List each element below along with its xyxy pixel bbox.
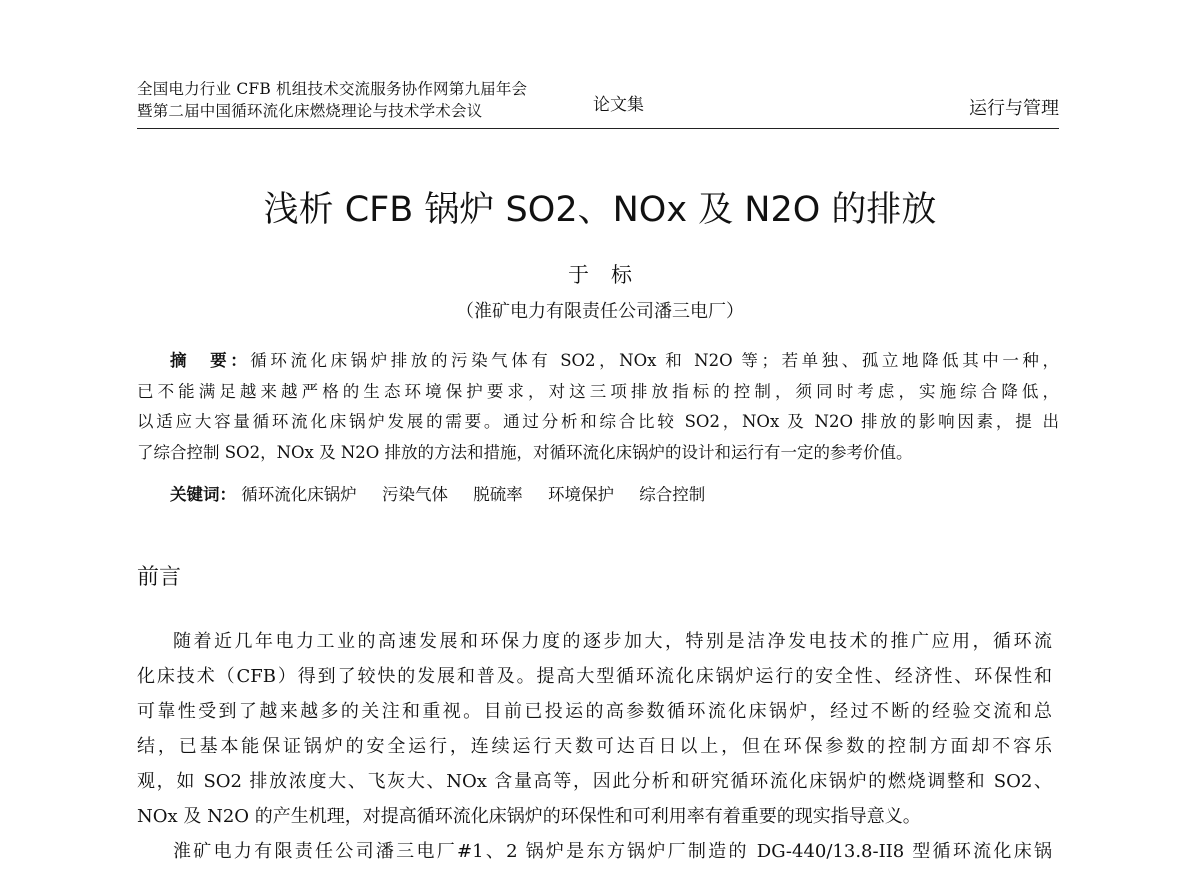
abstract-line: 已不能满足越来越严格的生态环境保护要求，对这三项排放指标的控制，须同时考虑，实施综合降低， [137, 381, 1059, 401]
keyword: 污染气体 [382, 485, 448, 504]
body-text [137, 624, 1052, 869]
keyword: 循环流化床锅炉 [241, 485, 357, 504]
conference-line-2: 暨第二届中国循环流化床燃烧理论与技术学术会议 [137, 102, 483, 120]
abstract-line: 了综合控制 SO2，NOx 及 N2O 排放的方法和措施，对循环流化床锅炉的设计和运行有一定的参考价值。 [137, 442, 913, 462]
abstract-label: 摘 要： [170, 351, 251, 370]
keyword: 环境保护 [548, 485, 614, 504]
collection-label: 论文集 [593, 95, 644, 115]
abstract-line [137, 346, 1059, 377]
keyword: 综合控制 [639, 485, 706, 504]
paper-title: 浅析 CFB 锅炉 SO2、NOx 及 N2O 的排放 [263, 190, 937, 230]
keyword: 脱硫率 [473, 485, 523, 504]
body-line: 可靠性受到了越来越多的关注和重视。目前已投运的高参数循环流化床锅炉，经过不断的经验交流和总 [137, 701, 1052, 722]
conference-line-1: 全国电力行业 CFB 机组技术交流服务协作网第九届年会 [137, 80, 528, 98]
keywords-label: 关键词： [170, 485, 236, 504]
body-line: 结，已基本能保证锅炉的安全运行，连续运行天数可达百日以上，但在环保参数的控制方面却不容乐 [137, 736, 1052, 757]
section-label: 运行与管理 [969, 98, 1059, 119]
abstract [137, 346, 1059, 468]
running-header [137, 74, 1059, 129]
keywords [170, 481, 725, 505]
abstract-line: 以适应大容量循环流化床锅炉发展的需要。通过分析和综合比较 SO2，NOx 及 N2O 排放的影响因素，提 出 [137, 412, 1059, 431]
paper-affiliation: （淮矿电力有限责任公司潘三电厂） [456, 301, 744, 322]
section-heading: 前言 [137, 565, 182, 590]
body-line: 观，如 SO2 排放浓度大、飞灰大、NOx 含量高等，因此分析和研究循环流化床锅炉的燃烧调整和 SO2、 [137, 771, 1052, 792]
abstract-text: 循环流化床锅炉排放的污染气体有 SO2，NOx 和 N2O 等；若单独、孤立地降低其中一种， [250, 351, 1060, 370]
body-line: 随着近几年电力工业的高速发展和环保力度的逐步加大，特别是洁净发电技术的推广应用，循环流 [173, 631, 1052, 652]
body-line: 化床技术（CFB）得到了较快的发展和普及。提高大型循环流化床锅炉运行的安全性、经济性、环保性和 [137, 666, 1052, 687]
body-line: NOx 及 N2O 的产生机理，对提高循环流化床锅炉的环保性和可利用率有着重要的现实指导意义。 [137, 806, 921, 827]
body-line: 淮矿电力有限责任公司潘三电厂#1、2 锅炉是东方锅炉厂制造的 DG-440/13.8-II8 型循环流化床锅 [173, 841, 1052, 862]
paper-author: 于标 [568, 263, 654, 287]
conference-name [137, 78, 527, 122]
